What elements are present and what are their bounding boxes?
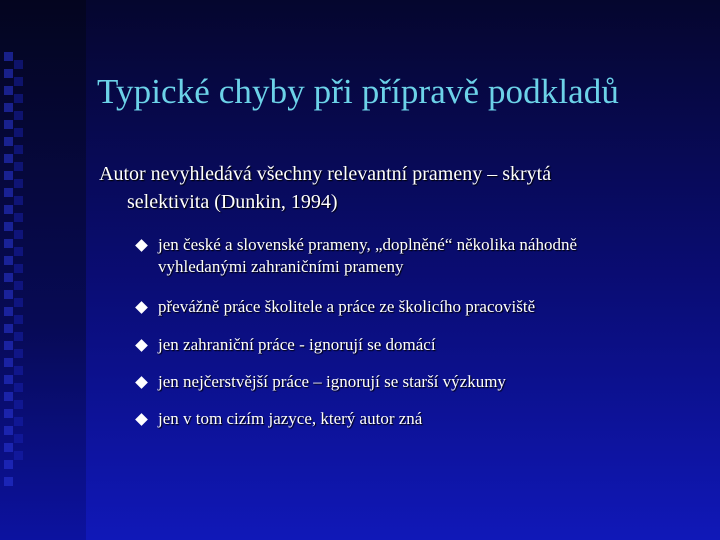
decorative-square-icon	[4, 154, 13, 163]
decorative-square-icon	[4, 120, 13, 129]
decorative-square-icon	[4, 477, 13, 486]
decorative-square-icon	[14, 281, 23, 290]
bullet-text: jen zahraniční práce - ignorují se domácí	[158, 335, 436, 354]
decorative-squares-column	[14, 60, 32, 468]
bullet-text: převážně práce školitele a práce ze školicího pracoviště	[158, 297, 536, 316]
decorative-square-icon	[4, 239, 13, 248]
bullet-text: jen nejčerstvější práce – ignorují se starší výzkumy	[158, 372, 506, 391]
main-point-line-1: Autor nevyhledává všechny relevantní prameny – skrytá	[99, 163, 552, 185]
decorative-square-icon	[14, 128, 23, 137]
decorative-square-icon	[4, 273, 13, 282]
decorative-square-icon	[14, 417, 23, 426]
bullet-item	[130, 296, 690, 318]
decorative-square-icon	[14, 162, 23, 171]
decorative-square-icon	[14, 94, 23, 103]
left-decorative-band	[0, 0, 86, 540]
decorative-square-icon	[14, 349, 23, 358]
decorative-square-icon	[4, 392, 13, 401]
bullet-text-line-2: vyhledanými zahraničními prameny	[158, 257, 404, 276]
decorative-square-icon	[4, 171, 13, 180]
decorative-square-icon	[14, 213, 23, 222]
decorative-square-icon	[14, 332, 23, 341]
decorative-square-icon	[4, 460, 13, 469]
decorative-square-icon	[14, 383, 23, 392]
decorative-square-icon	[14, 434, 23, 443]
decorative-square-icon	[14, 230, 23, 239]
decorative-square-icon	[4, 86, 13, 95]
decorative-square-icon	[14, 111, 23, 120]
decorative-square-icon	[4, 69, 13, 78]
bullet-item	[130, 334, 690, 356]
main-point	[99, 160, 689, 216]
decorative-square-icon	[4, 443, 13, 452]
decorative-square-icon	[4, 256, 13, 265]
decorative-square-icon	[14, 264, 23, 273]
decorative-square-icon	[14, 298, 23, 307]
decorative-square-icon	[4, 290, 13, 299]
decorative-square-icon	[14, 60, 23, 69]
decorative-square-icon	[14, 400, 23, 409]
main-point-line-2: selektivita (Dunkin, 1994)	[127, 191, 338, 213]
decorative-square-icon	[14, 315, 23, 324]
decorative-square-icon	[4, 409, 13, 418]
decorative-square-icon	[4, 188, 13, 197]
decorative-square-icon	[4, 307, 13, 316]
bullet-item	[130, 234, 690, 278]
decorative-square-icon	[4, 222, 13, 231]
decorative-square-icon	[14, 179, 23, 188]
decorative-square-icon	[14, 145, 23, 154]
bullet-item	[130, 371, 690, 393]
decorative-square-icon	[14, 247, 23, 256]
decorative-square-icon	[14, 451, 23, 460]
bullet-item	[130, 408, 690, 430]
bullet-text-line-1: jen české a slovenské prameny, „doplněné“ několika náhodně	[158, 235, 578, 254]
decorative-square-icon	[14, 366, 23, 375]
slide-title: Typické chyby při přípravě podkladů	[97, 72, 620, 111]
decorative-square-icon	[4, 52, 13, 61]
bullet-text: jen v tom cizím jazyce, který autor zná	[158, 409, 423, 428]
decorative-square-icon	[14, 196, 23, 205]
decorative-square-icon	[4, 426, 13, 435]
decorative-square-icon	[14, 77, 23, 86]
decorative-square-icon	[4, 375, 13, 384]
decorative-square-icon	[4, 324, 13, 333]
decorative-square-icon	[4, 358, 13, 367]
decorative-square-icon	[4, 137, 13, 146]
decorative-square-icon	[4, 205, 13, 214]
decorative-square-icon	[4, 341, 13, 350]
decorative-square-icon	[4, 103, 13, 112]
